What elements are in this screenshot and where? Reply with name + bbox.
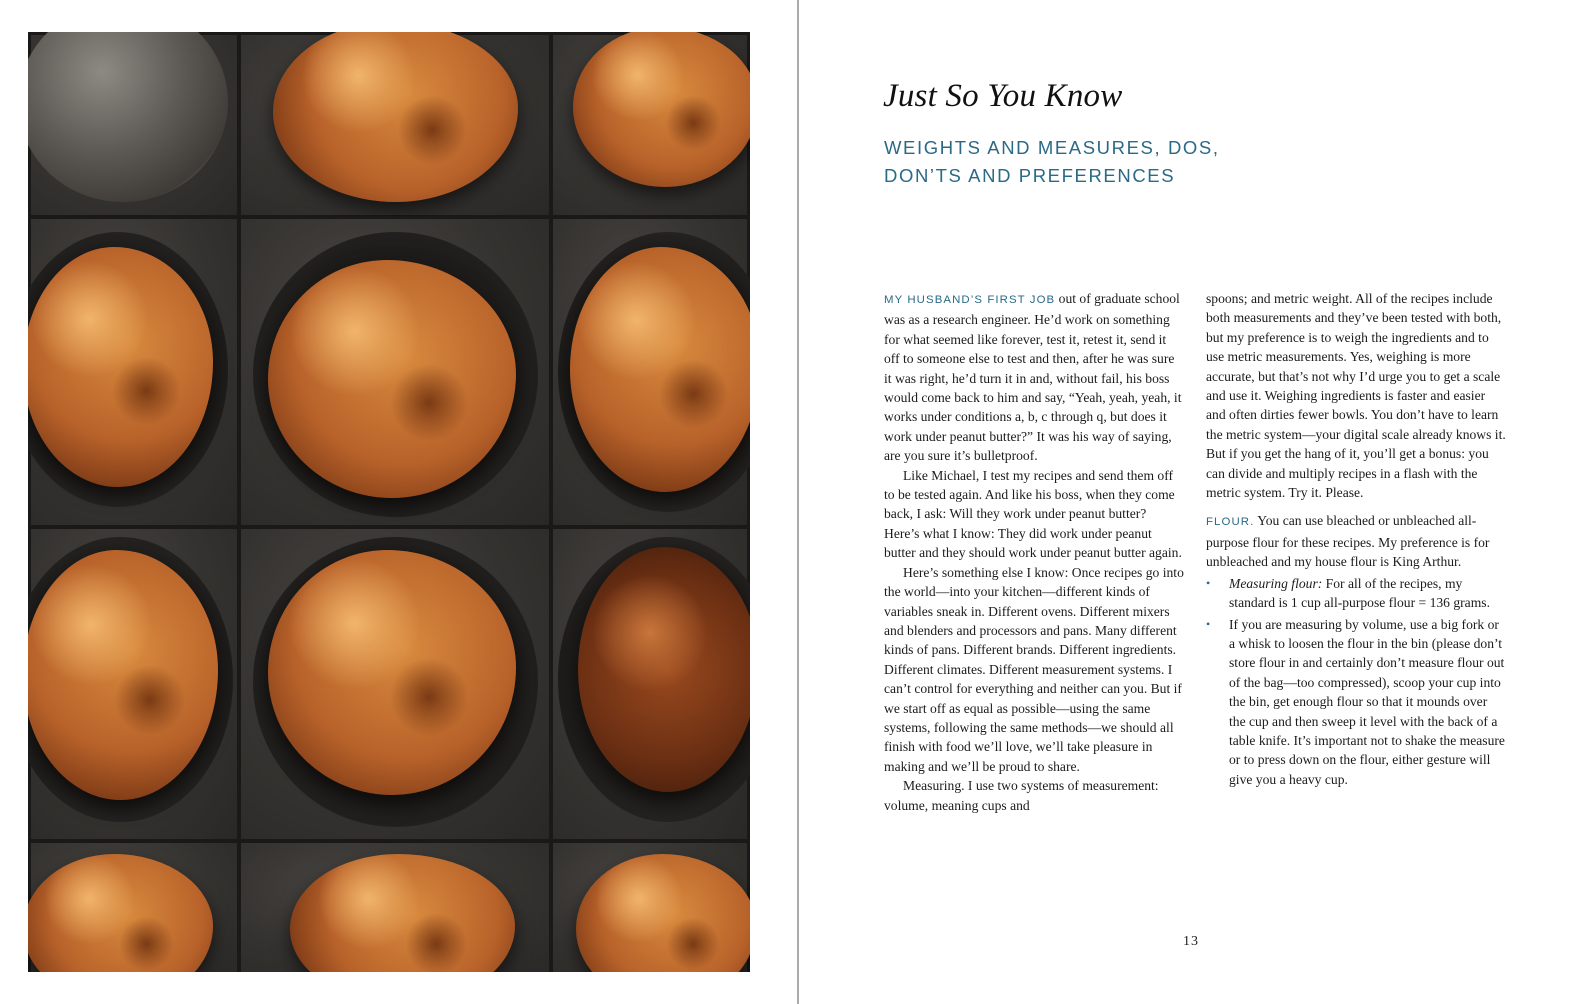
section-heading-flour: FLOUR. bbox=[1206, 516, 1255, 529]
paragraph: spoons; and metric weight. All of the recipes include both measurements and they’ve been tested with both, but my preference is to weigh the ingredients and to use metric measurements. Yes, weighing is more accurate, but that’s not why I’d urge you to get a scale and use it. Weighing ingredients is faster and easier and often dirties fewer bowls. You don’t have to learn the metric system—your digital scale already knows it. But if you get the hang of it, you’ll get a bonus: you can divide and multiply recipes in a flash with the metric system. Try it. Please. bbox=[1206, 291, 1506, 501]
bullet-text: For all of the recipes, my standard is 1 cup all-purpose flour = 136 grams. bbox=[1229, 575, 1490, 611]
muffin bbox=[570, 247, 750, 492]
lead-in: MY HUSBAND’S FIRST JOB bbox=[884, 294, 1056, 306]
flour-section bbox=[1206, 511, 1506, 571]
page-subtitle: WEIGHTS AND MEASURES, DOS, DON’TS AND PREFERENCES bbox=[884, 137, 1220, 186]
text-column-left bbox=[884, 289, 1184, 815]
text-column-right bbox=[1206, 289, 1506, 789]
page-number: 13 bbox=[1183, 934, 1199, 949]
muffin bbox=[573, 32, 750, 187]
muffin bbox=[268, 550, 516, 795]
page-gutter-divider bbox=[797, 0, 799, 1004]
paragraph bbox=[884, 289, 1184, 466]
bullet-text: If you are measuring by volume, use a big fork or a whisk to loosen the flour in the bin (please don’t store flour in and certainly don’t measure flour out of the bag—too compressed), scoop your cup into the bin, get enough flour so that it mounds over the cup and then sweep it level with the back of a table knife. It’s important not to shake the measure or to press down on the flour, either gesture will give you a heavy cup. bbox=[1229, 616, 1505, 787]
list-item bbox=[1206, 615, 1506, 790]
bullet-icon: • bbox=[1206, 575, 1211, 590]
muffin-photo bbox=[28, 32, 750, 972]
bullet-emphasis: Measuring flour: bbox=[1229, 575, 1323, 591]
flour-tips-list bbox=[1206, 574, 1506, 789]
paragraph: Here’s something else I know: Once recipes go into the world—into your kitchen—different kinds of variables sneak in. Different ovens. Different mixers and blenders and processors and pans. Many different kinds of pans. Different brands. Different ingredients. Different climates. Different measurement systems. I can’t control for everything and neither can you. But if we start off as equal as possible—using the same systems, following the same methods—we should all finish with food we’ll love, we’ll take pleasure in making and we’ll be proud to share. bbox=[884, 564, 1184, 774]
paragraph-text: out of graduate school was as a research engineer. He’d work on something for what seemed like forever, test it, retest it, send it off to someone else to test and then, after he was sure it was right, he’d turn it in and, without fail, his boss would come back to him and say, “Yeah, yeah, yeah, it works under conditions a, b, c through q, but does it work under peanut butter?” It was his way of saying, are you sure it’s bulletproof. bbox=[884, 291, 1182, 464]
bullet-icon: • bbox=[1206, 616, 1211, 631]
muffin bbox=[268, 260, 516, 498]
page-title: Just So You Know bbox=[883, 78, 1123, 114]
paragraph: Like Michael, I test my recipes and send them off to be tested again. And like his boss, when they come back, I ask: Will they work under peanut butter? Here’s what I know: They did work under peanut butter and they should work under peanut butter again. bbox=[884, 467, 1182, 561]
paragraph-text: You can use bleached or unbleached all-purpose flour for these recipes. My preference is for unbleached and my house flour is King Arthur. bbox=[1206, 513, 1490, 570]
paragraph: Measuring. I use two systems of measurement: volume, meaning cups and bbox=[884, 778, 1159, 813]
muffin bbox=[578, 547, 750, 792]
list-item bbox=[1206, 574, 1506, 613]
